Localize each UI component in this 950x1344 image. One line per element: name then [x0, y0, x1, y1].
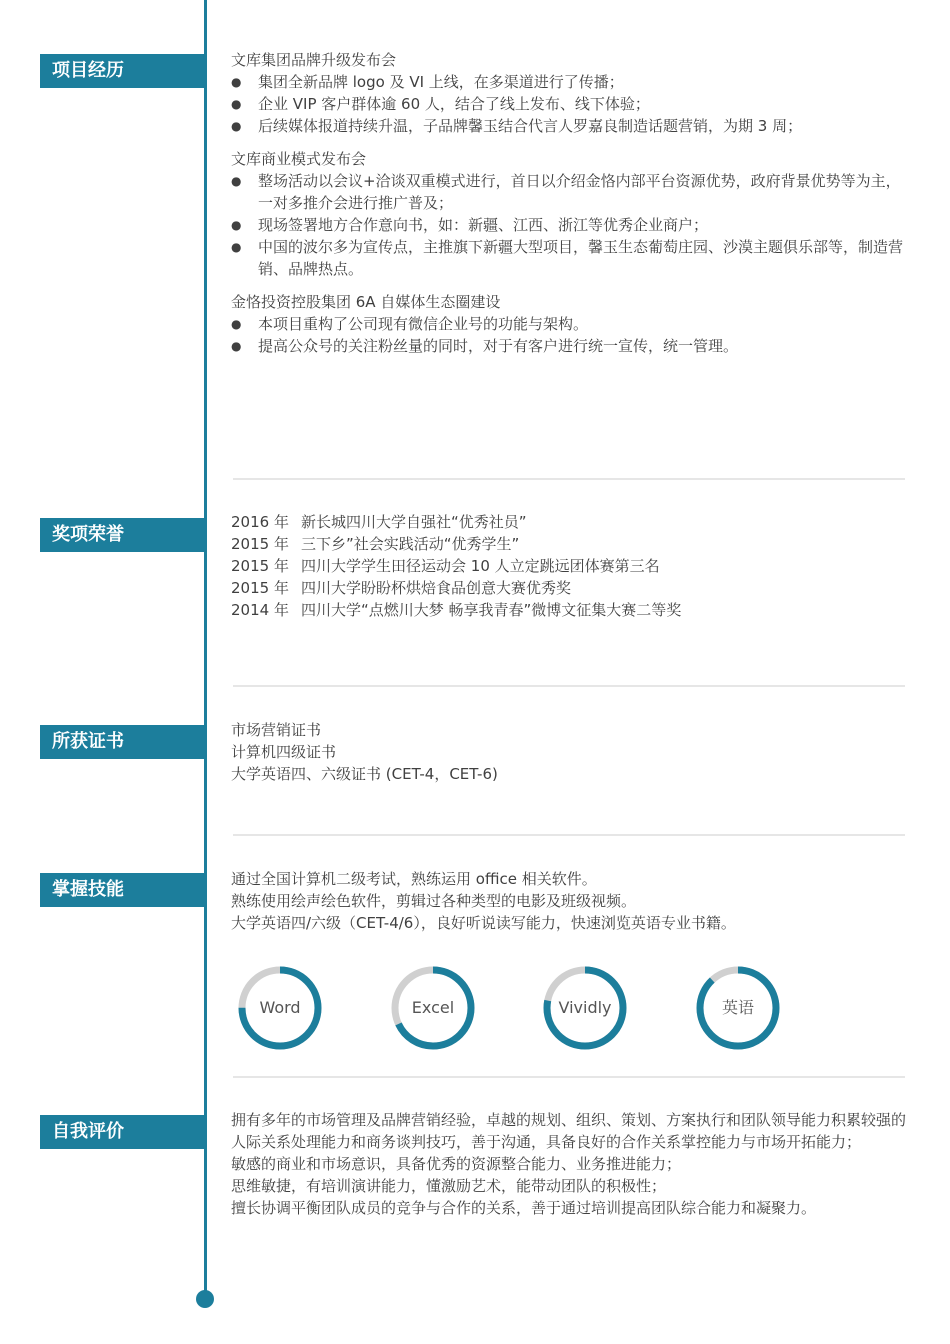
ring-label: Word: [259, 998, 301, 1017]
project-title: 文库商业模式发布会: [231, 150, 367, 168]
section-label-self-evaluation: 自我评价: [40, 1115, 205, 1149]
section-divider: [233, 685, 905, 687]
skill-ring-vividly: [543, 966, 627, 1050]
timeline-line: [204, 0, 207, 1296]
skills-content: [231, 868, 911, 934]
self-eval-line: 敏感的商业和市场意识，具备优秀的资源整合能力、业务推进能力；: [231, 1155, 682, 1173]
award-text: 四川大学盼盼杯烘焙食品创意大赛优秀奖: [301, 579, 572, 597]
section-label-certificates: 所获证书: [40, 725, 205, 759]
skill-ring-english: [696, 966, 780, 1050]
self-eval-line: 拥有多年的市场管理及品牌营销经验，卓越的规划、组织、策划、方案执行和团队领导能力积累较强的人际关系处理能力和商务谈判技巧，善于沟通，具备良好的合作关系掌控能力与市场开拓能力；: [231, 1111, 907, 1151]
ring-label: Vividly: [558, 998, 612, 1017]
section-divider: [233, 478, 905, 480]
projects-content: [231, 49, 911, 368]
project-bullet: ● 中国的波尔多为宣传点，主推旗下新疆大型项目，馨玉生态葡萄庄园、沙漠主题俱乐部等，制造营销、品牌热点。: [231, 236, 911, 280]
project-title: 金恪投资控股集团 6A 自媒体生态圈建设: [231, 293, 501, 311]
project-bullet: ● 现场签署地方合作意向书，如：新疆、江西、浙江等优秀企业商户；: [231, 214, 911, 236]
section-label-skills: 掌握技能: [40, 873, 205, 907]
ring-label: 英语: [721, 998, 754, 1017]
project-bullet: ● 提高公众号的关注粉丝量的同时，对于有客户进行统一宣传，统一管理。: [231, 335, 911, 357]
project-item: [231, 49, 911, 137]
certificate-item: 市场营销证书: [231, 721, 322, 739]
timeline-end-dot: [196, 1290, 214, 1308]
award-row: [231, 555, 911, 577]
project-item: [231, 291, 911, 357]
skill-line: 大学英语四/六级（CET-4/6），良好听说读写能力，快速浏览英语专业书籍。: [231, 914, 736, 932]
self-eval-line: 擅长协调平衡团队成员的竞争与合作的关系，善于通过培训提高团队综合能力和凝聚力。: [231, 1199, 817, 1217]
award-year: 2015 年: [231, 535, 289, 553]
project-item: [231, 148, 911, 280]
award-year: 2014 年: [231, 601, 289, 619]
project-title: 文库集团品牌升级发布会: [231, 51, 397, 69]
skill-line: 熟练使用绘声绘色软件，剪辑过各种类型的电影及班级视频。: [231, 892, 637, 910]
award-year: 2016 年: [231, 513, 289, 531]
award-text: 三下乡”社会实践活动“优秀学生”: [301, 535, 520, 553]
project-bullet: ● 整场活动以会议+洽谈双重模式进行，首日以介绍金恪内部平台资源优势，政府背景优势等为主，一对多推介会进行推广普及；: [231, 170, 911, 214]
award-text: 新长城四川大学自强社“优秀社员”: [301, 513, 527, 531]
award-text: 四川大学“点燃川大梦 畅享我青春”微博文征集大赛二等奖: [301, 601, 682, 619]
certificate-item: 计算机四级证书: [231, 743, 337, 761]
section-divider: [233, 834, 905, 836]
project-bullet: ● 本项目重构了公司现有微信企业号的功能与架构。: [231, 313, 911, 335]
project-bullet: ● 后续媒体报道持续升温，子品牌馨玉结合代言人罗嘉良制造话题营销，为期 3 周；: [231, 115, 911, 137]
project-bullet: ● 企业 VIP 客户群体逾 60 人，结合了线上发布、线下体验；: [231, 93, 911, 115]
award-year: 2015 年: [231, 557, 289, 575]
certificate-item: 大学英语四、六级证书 (CET-4，CET-6): [231, 765, 498, 783]
award-year: 2015 年: [231, 579, 289, 597]
certificates-content: [231, 719, 911, 785]
award-row: [231, 577, 911, 599]
award-row: [231, 599, 911, 621]
skill-ring-word: [238, 966, 322, 1050]
award-row: [231, 511, 911, 533]
awards-content: [231, 511, 911, 621]
self-evaluation-content: [231, 1109, 911, 1219]
award-row: [231, 533, 911, 555]
skill-line: 通过全国计算机二级考试，熟练运用 office 相关软件。: [231, 870, 597, 888]
section-divider: [233, 1076, 905, 1078]
project-bullet: ● 集团全新品牌 logo 及 VI 上线，在多渠道进行了传播；: [231, 71, 911, 93]
section-label-projects: 项目经历: [40, 54, 205, 88]
self-eval-line: 思维敏捷，有培训演讲能力，懂激励艺术，能带动团队的积极性；: [231, 1177, 667, 1195]
ring-label: Excel: [411, 998, 455, 1017]
skill-ring-excel: [391, 966, 475, 1050]
award-text: 四川大学学生田径运动会 10 人立定跳远团体赛第三名: [301, 557, 660, 575]
section-label-awards: 奖项荣誉: [40, 518, 205, 552]
